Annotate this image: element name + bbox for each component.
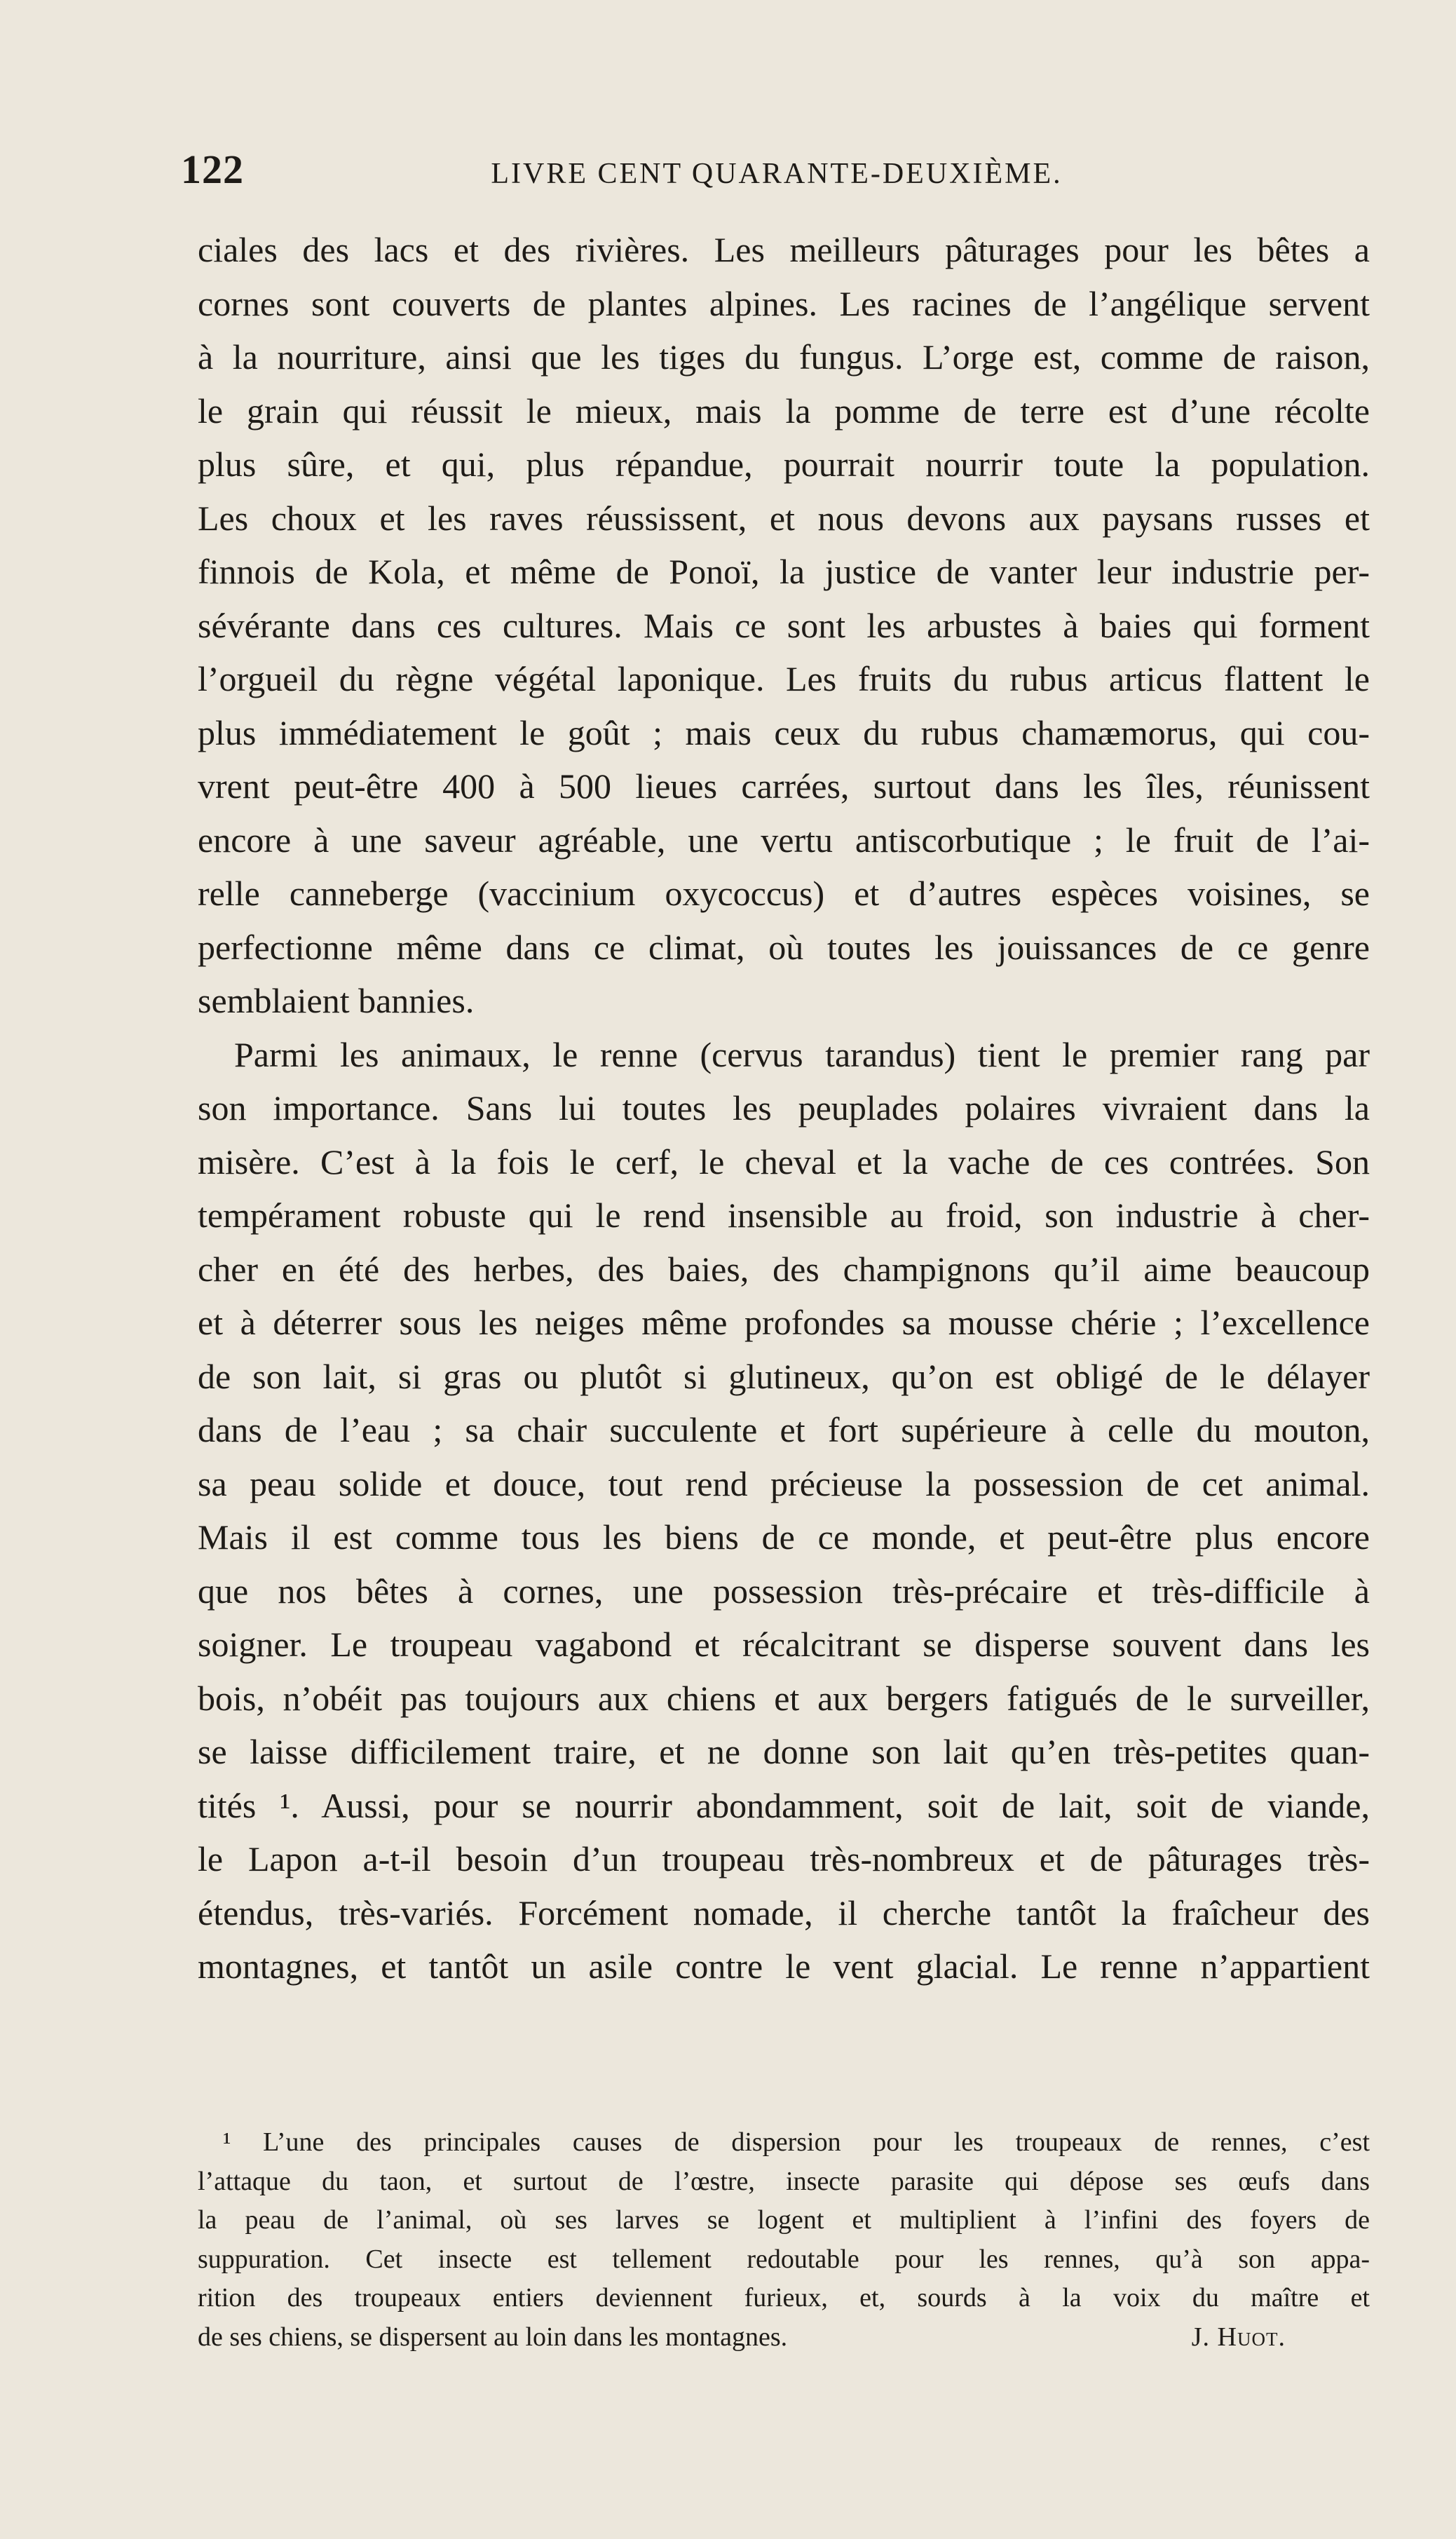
text-line: Les choux et les raves réussissent, et nous devons aux paysans russes et [198,498,1370,538]
text-line: tités ¹. Aussi, pour se nourrir abondamment, soit de lait, soit de viande, [198,1785,1370,1825]
text-line: cher en été des herbes, des baies, des champignons qu’il aime beaucoup [198,1249,1370,1289]
text-line: montagnes, et tantôt un asile contre le vent glacial. Le renne n’appartient [198,1946,1370,1986]
page-number: 122 [181,147,244,192]
text-line: l’orgueil du règne végétal laponique. Les fruits du rubus articus flattent le [198,659,1370,698]
text-line: son importance. Sans lui toutes les peuplades polaires vivraient dans la [198,1088,1370,1128]
footnote-line: l’attaque du taon, et surtout de l’œstre, insecte parasite qui dépose ses œufs dans [198,2166,1370,2196]
text-line: le Lapon a-t-il besoin d’un troupeau très-nombreux et de pâturages très- [198,1839,1370,1878]
footnote-final-line [198,2318,1370,2357]
text-line: dans de l’eau ; sa chair succulente et fort supérieure à celle du mouton, [198,1410,1370,1449]
footnote-line: rition des troupeaux entiers deviennent furieux, et, sourds à la voix du maître et [198,2283,1370,2313]
text-line: relle canneberge (vaccinium oxycoccus) et d’autres espèces voisines, se [198,874,1370,913]
text-line: Parmi les animaux, le renne (cervus tarandus) tient le premier rang par [234,1034,1370,1074]
footnote-signature: J. Huot. [1191,2322,1286,2352]
text-line: finnois de Kola, et même de Ponoï, la justice de vanter leur industrie per- [198,552,1370,591]
footnote [198,2123,1370,2357]
footnote-line: la peau de l’animal, où ses larves se logent et multiplient à l’infini des foyers de [198,2205,1370,2235]
text-line: soigner. Le troupeau vagabond et récalcitrant se disperse souvent dans les [198,1625,1370,1664]
text-line: tempérament robuste qui le rend insensible au froid, son industrie à cher- [198,1196,1370,1235]
text-line: et à déterrer sous les neiges même profondes sa mousse chérie ; l’excellence [198,1303,1370,1342]
footnote-line: ¹ L’une des principales causes de dispersion pour les troupeaux de rennes, c’est [223,2127,1370,2157]
text-line: encore à une saveur agréable, une vertu antiscorbutique ; le fruit de l’ai- [198,820,1370,860]
text-line: à la nourriture, ainsi que les tiges du fungus. L’orge est, comme de raison, [198,337,1370,377]
text-line: le grain qui réussit le mieux, mais la pomme de terre est d’une récolte [198,391,1370,431]
text-line: vrent peut-être 400 à 500 lieues carrées, surtout dans les îles, réunissent [198,766,1370,806]
text-line: plus sûre, et qui, plus répandue, pourrait nourrir toute la population. [198,445,1370,484]
body-text [198,223,1370,1993]
text-line: bois, n’obéit pas toujours aux chiens et aux bergers fatigués de le surveiller, [198,1678,1370,1718]
text-line: sévérante dans ces cultures. Mais ce sont les arbustes à baies qui forment [198,605,1370,645]
text-line: cornes sont couverts de plantes alpines. Les racines de l’angélique servent [198,283,1370,323]
text-line: se laisse difficilement traire, et ne donne son lait qu’en très-petites quan- [198,1732,1370,1771]
text-line: ciales des lacs et des rivières. Les meilleurs pâturages pour les bêtes a [198,230,1370,269]
footnote-line: de ses chiens, se dispersent au loin dans les montagnes. [198,2322,788,2352]
text-line: semblaient bannies. [198,981,475,1020]
text-line: que nos bêtes à cornes, une possession très-précaire et très-difficile à [198,1571,1370,1611]
text-line: sa peau solide et douce, tout rend précieuse la possession de cet animal. [198,1463,1370,1503]
text-line: plus immédiatement le goût ; mais ceux du rubus chamæmorus, qui cou- [198,712,1370,752]
text-line: étendus, très-variés. Forcément nomade, il cherche tantôt la fraîcheur des [198,1893,1370,1932]
text-line: de son lait, si gras ou plutôt si glutineux, qu’on est obligé de le délayer [198,1356,1370,1396]
running-title: LIVRE CENT QUARANTE-DEUXIÈME. [491,158,1063,190]
text-line: misère. C’est à la fois le cerf, le cheval et la vache de ces contrées. Son [198,1142,1370,1182]
page-header [181,146,1373,195]
text-line: perfectionne même dans ce climat, où toutes les jouissances de ce genre [198,927,1370,967]
footnote-line: suppuration. Cet insecte est tellement redoutable pour les rennes, qu’à son appa- [198,2244,1370,2274]
text-line: Mais il est comme tous les biens de ce monde, et peut-être plus encore [198,1517,1370,1557]
